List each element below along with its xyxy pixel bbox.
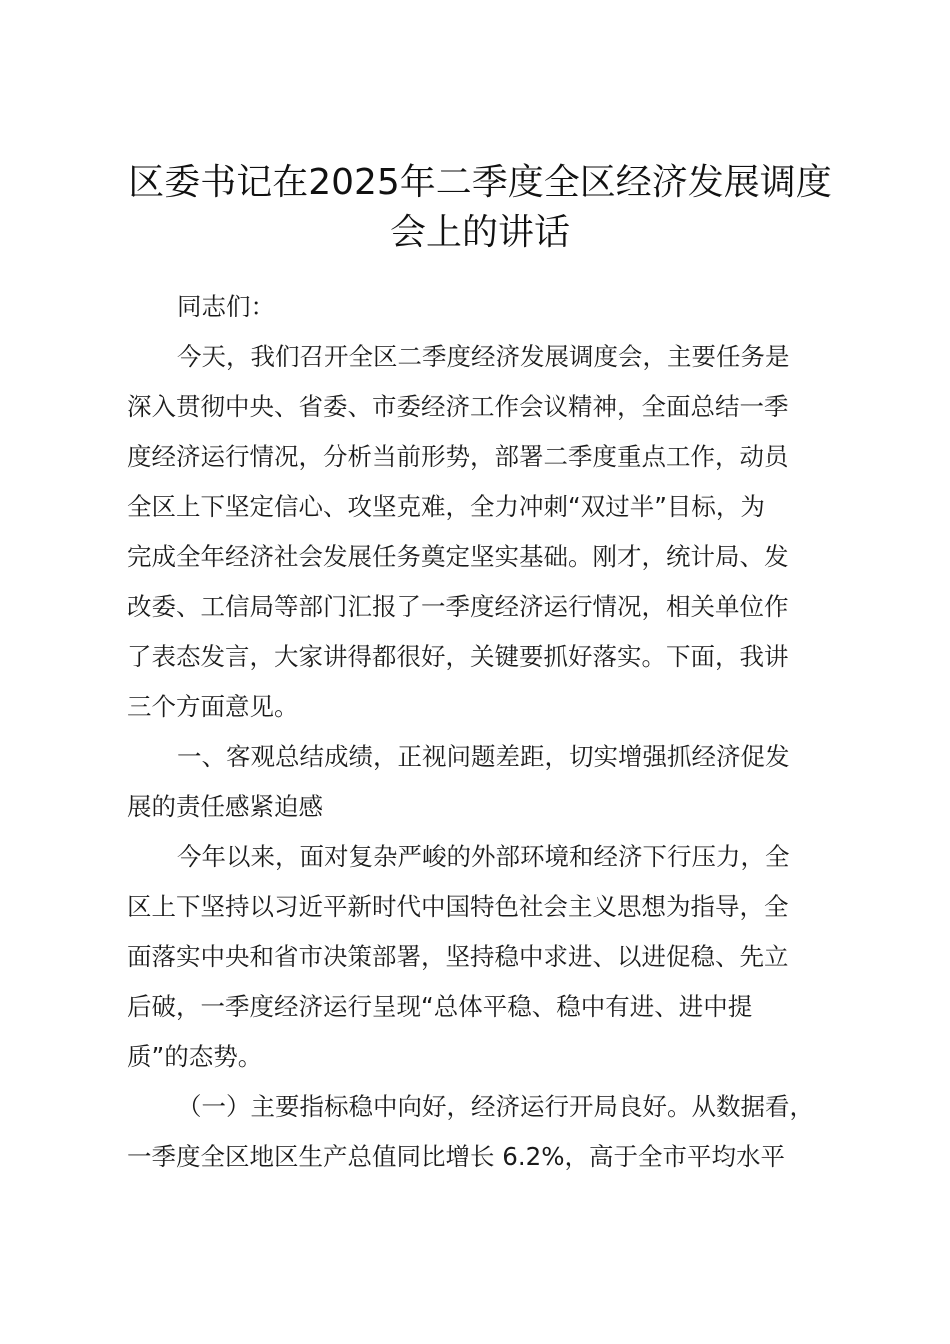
- title-line-2: 会上的讲话: [389, 212, 570, 253]
- title-line-1: 区委书记在2025年二季度全区经济发展调度: [128, 162, 832, 203]
- paragraph-line: 区上下坚持以习近平新时代中国特色社会主义思想为指导，全: [127, 892, 789, 921]
- subsection-line: （一）主要指标稳中向好，经济运行开局良好。从数据看，: [177, 1092, 814, 1121]
- paragraph-line: 质”的态势。: [127, 1042, 263, 1071]
- paragraph-line: 完成全年经济社会发展任务奠定坚实基础。刚才，统计局、发: [127, 542, 789, 571]
- paragraph-line: 三个方面意见。: [127, 692, 299, 721]
- salutation: 同志们：: [177, 292, 275, 321]
- document-title: [100, 158, 860, 258]
- paragraph-line: 一季度全区地区生产总值同比增长 6.2%，高于全市平均水平: [127, 1142, 786, 1171]
- paragraph-line: 了表态发言，大家讲得都很好，关键要抓好落实。下面，我讲: [127, 642, 789, 671]
- paragraph-line: 深入贯彻中央、省委、市委经济工作会议精神，全面总结一季: [127, 392, 789, 421]
- paragraph-line: 面落实中央和省市决策部署，坚持稳中求进、以进促稳、先立: [127, 942, 789, 971]
- paragraph-line: 改委、工信局等部门汇报了一季度经济运行情况，相关单位作: [127, 592, 789, 621]
- paragraph-line: 今年以来，面对复杂严峻的外部环境和经济下行压力，全: [177, 842, 790, 871]
- section-heading-line: 展的责任感紧迫感: [127, 792, 323, 821]
- document-body: [127, 282, 862, 1182]
- paragraph-line: 全区上下坚定信心、攻坚克难，全力冲刺“双过半”目标，为: [127, 492, 765, 521]
- paragraph-line: 后破，一季度经济运行呈现“总体平稳、稳中有进、进中提: [127, 992, 753, 1021]
- paragraph-line: 今天，我们召开全区二季度经济发展调度会，主要任务是: [177, 342, 790, 371]
- paragraph-line: 度经济运行情况，分析当前形势，部署二季度重点工作，动员: [127, 442, 789, 471]
- section-heading-line: 一、客观总结成绩，正视问题差距，切实增强抓经济促发: [177, 742, 790, 771]
